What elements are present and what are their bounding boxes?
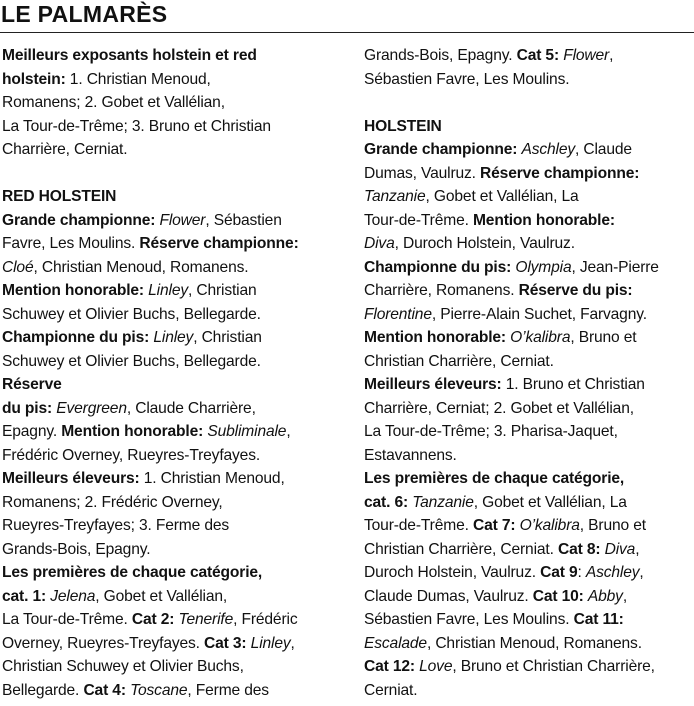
text-block — [2, 185, 342, 702]
text-run: Overney, Rueyres-Treyfayes. — [2, 634, 205, 652]
text-run: , Christian — [193, 329, 262, 346]
text-line — [2, 397, 342, 421]
cow-name: Tenerife — [178, 611, 234, 628]
bold-label: Championne du pis: — [2, 329, 150, 346]
cow-name: Love — [419, 658, 453, 675]
text-run: , Gobet et Vallélian, La — [473, 493, 627, 511]
text-run: , Claude — [575, 141, 632, 158]
cow-name: Diva — [604, 540, 636, 558]
bold-label: Meilleurs exposants holstein et red — [2, 47, 257, 64]
bold-label: Grande championne: — [364, 141, 518, 158]
text-run: , Ferme des — [187, 681, 269, 699]
text-line — [364, 467, 694, 491]
text-run: La Tour-de-Trême. — [2, 611, 132, 628]
bold-label: cat. 1: — [2, 587, 47, 605]
text-run: Grands-Bois, Epagny. — [2, 540, 151, 558]
text-line — [2, 91, 342, 115]
bold-label: Cat 12: — [364, 658, 415, 675]
text-run: La Tour-de-Trême; 3. Pharisa-Jaquet, — [364, 423, 618, 440]
bold-label: Réserve du pis: — [518, 282, 633, 299]
cow-name: Florentine — [364, 305, 432, 323]
bold-label: Cat 7: — [472, 517, 516, 534]
text-run: Favre, Les Moulins. — [2, 235, 140, 252]
text-line — [2, 679, 342, 703]
cow-name: Cloé — [2, 258, 34, 276]
text-line — [364, 679, 694, 703]
text-run: Christian Charrière, Cerniat. — [364, 352, 554, 370]
cow-name: Tanzanie — [364, 188, 426, 205]
text-run: Dumas, Vaulruz. — [364, 164, 481, 182]
text-run: Rueyres-Treyfayes; 3. Ferme des — [2, 517, 230, 534]
text-line — [364, 138, 694, 162]
bold-label: cat. 6: — [364, 493, 409, 511]
text-run: Frédéric Overney, Rueyres-Treyfayes. — [2, 446, 261, 464]
text-line — [2, 514, 342, 538]
left-column — [2, 44, 342, 702]
text-line — [2, 303, 342, 327]
text-line — [2, 373, 342, 397]
text-line — [2, 279, 342, 303]
text-line — [2, 561, 342, 585]
text-line — [2, 185, 342, 209]
text-run: , — [290, 634, 295, 652]
bold-label: Cat 3: — [204, 634, 247, 652]
text-run: 1. Christian Menoud, — [139, 470, 285, 487]
text-line — [2, 115, 342, 139]
text-run: : — [577, 564, 586, 581]
text-line — [2, 538, 342, 562]
text-line — [2, 232, 342, 256]
bold-label: Cat 8: — [557, 540, 601, 558]
text-line — [364, 44, 694, 68]
cow-name: Toscane — [130, 681, 188, 699]
text-run: Grands-Bois, Epagny. — [364, 47, 517, 64]
text-line — [364, 608, 694, 632]
bold-label: du pis: — [2, 399, 53, 417]
text-run: Sébastien Favre, Les Moulins. — [364, 70, 570, 88]
text-line — [2, 420, 342, 444]
cow-name: Linley — [148, 282, 188, 299]
cow-name: Aschley — [585, 564, 640, 581]
text-line — [364, 632, 694, 656]
text-line — [364, 561, 694, 585]
bold-label: Grande championne: — [2, 211, 156, 229]
text-line — [2, 467, 342, 491]
text-run: Charrière, Romanens. — [364, 282, 519, 299]
cow-name: O’kalibra — [510, 329, 571, 346]
text-line — [364, 162, 694, 186]
text-run: Schuwey et Olivier Buchs, Bellegarde. — [2, 305, 261, 323]
text-line — [2, 326, 342, 350]
cow-name: Flower — [159, 211, 206, 229]
text-line — [2, 138, 342, 162]
text-run: , — [622, 587, 628, 605]
text-line — [364, 397, 694, 421]
bold-label: Mention honorable: — [2, 282, 144, 299]
text-run: , Christian Menoud, Romanens. — [33, 258, 249, 276]
text-run: Cerniat. — [364, 681, 418, 699]
text-run: La Tour-de-Trême; 3. Bruno et Christian — [2, 117, 271, 135]
text-line — [2, 209, 342, 233]
bold-label: Championne du pis: — [364, 258, 512, 276]
bold-label: Les premières de chaque catégorie, — [2, 564, 263, 581]
text-line — [364, 655, 694, 679]
text-run: , Pierre-Alain Suchet, Farvagny. — [431, 305, 647, 323]
bold-label: Cat 9 — [540, 564, 578, 581]
text-run: 1. Christian Menoud, — [65, 70, 211, 88]
text-run: , Bruno et Christian Charrière, — [452, 658, 655, 675]
text-line — [364, 115, 694, 139]
text-run: Duroch Holstein, Vaulruz. — [364, 564, 541, 581]
text-line — [364, 256, 694, 280]
text-run: Christian Charrière, Cerniat. — [364, 540, 558, 558]
text-run: , — [286, 423, 291, 440]
bold-label: Réserve championne: — [139, 235, 299, 252]
bold-label: Les premières de chaque catégorie, — [364, 470, 625, 487]
text-run: , Jean-Pierre — [571, 258, 659, 276]
cow-name: Olympia — [515, 258, 572, 276]
cow-name: Flower — [563, 47, 610, 64]
text-run: Claude Dumas, Vaulruz. — [364, 587, 533, 605]
bold-label: HOLSTEIN — [364, 117, 442, 135]
text-line — [364, 303, 694, 327]
bold-label: RED HOLSTEIN — [2, 188, 117, 205]
bold-label: Mention honorable: — [364, 329, 506, 346]
text-line — [364, 444, 694, 468]
text-run: , Gobet et Vallélian, — [95, 587, 228, 605]
bold-label: Mention honorable: — [61, 423, 204, 440]
page-title: LE PALMARÈS — [1, 1, 168, 27]
bold-label: Cat 4: — [83, 681, 126, 699]
bold-label: holstein: — [2, 70, 66, 88]
text-run: , Christian — [188, 282, 257, 299]
text-run: Schuwey et Olivier Buchs, Bellegarde. — [2, 352, 261, 370]
text-run: Tour-de-Trême. — [364, 211, 473, 229]
text-run: Charrière, Cerniat; 2. Gobet et Vallélian, — [364, 399, 634, 417]
text-line — [364, 491, 694, 515]
bold-label: Meilleurs éleveurs: — [364, 376, 502, 393]
text-run: , Gobet et Vallélian, La — [425, 188, 579, 205]
text-run: Romanens; 2. Frédéric Overney, — [2, 493, 223, 511]
text-run: Charrière, Cerniat. — [2, 141, 128, 158]
text-line — [2, 608, 342, 632]
text-run: , — [635, 540, 640, 558]
text-run: Romanens; 2. Gobet et Vallélian, — [2, 94, 225, 111]
text-line — [2, 44, 342, 68]
text-line — [2, 632, 342, 656]
cow-name: Evergreen — [56, 399, 127, 417]
text-run: , Bruno et — [579, 517, 646, 534]
bold-label: Cat 5: — [516, 47, 560, 64]
text-run: Sébastien Favre, Les Moulins. — [364, 611, 574, 628]
cow-name: Subliminale — [207, 423, 287, 440]
bold-label: Cat 2: — [131, 611, 175, 628]
cow-name: Jelena — [50, 587, 96, 605]
cow-name: Escalade — [364, 634, 427, 652]
cow-name: Tanzanie — [412, 493, 474, 511]
text-line — [364, 232, 694, 256]
text-line — [364, 68, 694, 92]
cow-name: O’kalibra — [519, 517, 580, 534]
text-run: , Duroch Holstein, Vaulruz. — [394, 235, 575, 252]
bold-label: Réserve — [2, 376, 62, 393]
bold-label: Cat 11: — [573, 611, 624, 628]
text-line — [364, 209, 694, 233]
text-run: 1. Bruno et Christian — [501, 376, 645, 393]
text-line — [364, 514, 694, 538]
title-rule — [0, 32, 694, 33]
bold-label: Cat 10: — [532, 587, 584, 605]
cow-name: Linley — [153, 329, 194, 346]
text-run: Epagny. — [2, 423, 62, 440]
text-run: , Sébastien — [205, 211, 282, 229]
text-line — [364, 326, 694, 350]
text-line — [364, 420, 694, 444]
text-line — [2, 350, 342, 374]
right-column — [364, 44, 694, 702]
cow-name: Diva — [364, 235, 395, 252]
text-line — [364, 585, 694, 609]
text-run: , Bruno et — [570, 329, 637, 346]
text-block — [364, 44, 694, 91]
text-line — [2, 491, 342, 515]
text-line — [2, 68, 342, 92]
text-line — [364, 185, 694, 209]
text-run: , Christian Menoud, Romanens. — [426, 634, 642, 652]
bold-label: Meilleurs éleveurs: — [2, 470, 140, 487]
text-run: Estavannens. — [364, 446, 457, 464]
text-line — [2, 256, 342, 280]
cow-name: Abby — [587, 587, 623, 605]
text-run: , — [639, 564, 644, 581]
text-line — [2, 585, 342, 609]
text-run: Tour-de-Trême. — [364, 517, 473, 534]
text-run: Christian Schuwey et Olivier Buchs, — [2, 658, 244, 675]
text-line — [364, 279, 694, 303]
text-run: , Frédéric — [233, 611, 298, 628]
text-line — [2, 655, 342, 679]
text-line — [364, 350, 694, 374]
cow-name: Linley — [250, 634, 291, 652]
text-block — [364, 115, 694, 703]
text-run: , — [609, 47, 614, 64]
text-line — [364, 373, 694, 397]
text-run: Bellegarde. — [2, 681, 84, 699]
text-line — [2, 444, 342, 468]
bold-label: Mention honorable: — [472, 211, 615, 229]
text-block — [2, 44, 342, 162]
text-line — [364, 538, 694, 562]
bold-label: Réserve championne: — [480, 164, 640, 182]
cow-name: Aschley — [521, 141, 576, 158]
text-run: , Claude Charrière, — [126, 399, 256, 417]
